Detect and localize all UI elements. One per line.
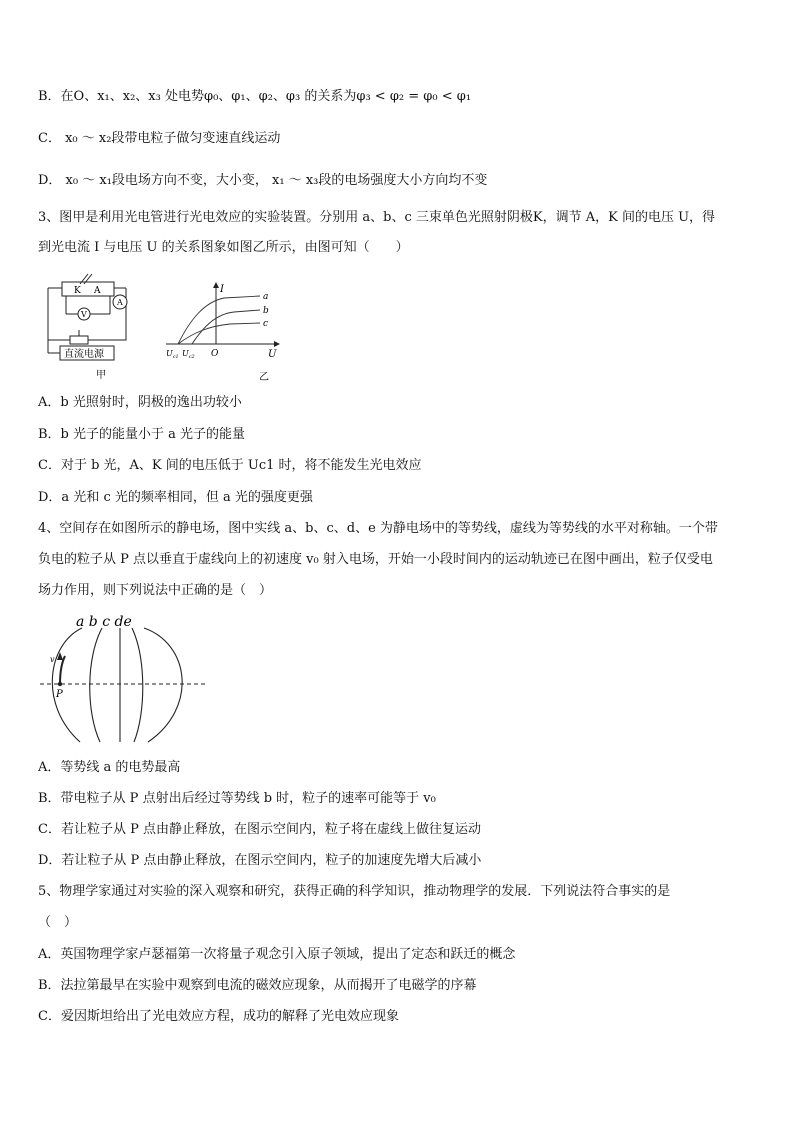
uc2-label: $U_{c2}$ — [182, 349, 195, 360]
q2-option-b: B．在O、x₁、x₂、x₃ 处电势φ₀、φ₁、φ₂、φ₃ 的关系为φ₃ < φ₂ = φ₀ < φ₁ — [38, 89, 472, 104]
q3-option-d: D．a 光和 c 光的频率相同，但 a 光的强度更强 — [38, 490, 313, 505]
curve-b — [192, 310, 260, 344]
origin-label: O — [211, 349, 219, 359]
curve-c-label: c — [263, 319, 269, 329]
q3-stem-line2: 到光电流 I 与电压 U 的关系图象如图乙所示，由图可知（ ） — [38, 240, 409, 255]
q4-figure — [38, 608, 208, 748]
q3-figure-jia — [40, 272, 140, 384]
equipotential-labels: a b c de — [76, 614, 132, 630]
iu-graph — [164, 280, 282, 384]
curve-a — [178, 296, 260, 344]
rheostat-icon — [70, 336, 88, 344]
voltmeter-label: V — [81, 310, 87, 319]
equipotential-d — [132, 628, 143, 742]
q3-option-c: C．对于 b 光，A、K 间的电压低于 Uc1 时，将不能发生光电效应 — [38, 458, 422, 473]
curve-c — [178, 323, 260, 344]
trajectory — [60, 656, 65, 684]
axis-i-label: I — [220, 284, 224, 295]
circuit-diagram — [40, 272, 140, 384]
q3-figure-yi — [164, 280, 282, 384]
q2-option-d: D． x₀ ～ x₁段电场方向不变，大小变， x₁ ～ x₃段的电场强度大小方向均不变 — [38, 173, 488, 188]
ammeter-label: A — [117, 298, 123, 307]
equipotential-a — [52, 628, 82, 742]
curve-a-label: a — [263, 292, 269, 302]
q2-option-c: C． x₀ ～ x₂段带电粒子做匀变速直线运动 — [38, 131, 281, 146]
q4-option-d: D．若让粒子从 P 点由静止释放，在图示空间内，粒子的加速度先增大后减小 — [38, 853, 482, 868]
q5-option-c: C．爱因斯坦给出了光电效应方程，成功的解释了光电效应现象 — [38, 1009, 399, 1024]
q4-stem-line2: 负电的粒子从 P 点以垂直于虚线向上的初速度 v₀ 射入电场，开始一小段时间内的运动轨迹已在图中画出，粒子仅受电 — [38, 552, 713, 567]
equipotential-b — [90, 628, 102, 742]
point-p — [58, 682, 62, 686]
q3-stem-line1: 3、图甲是利用光电管进行光电效应的实验装置。分别用 a、b、c 三束单色光照射阴极K，调节 A，K 间的电压 U，得 — [38, 210, 716, 225]
q4-option-b: B．带电粒子从 P 点射出后经过等势线 b 时，粒子的速率可能等于 v₀ — [38, 791, 436, 806]
q4-stem-line1: 4、空间存在如图所示的静电场，图中实线 a、b、c、d、e 为静电场中的等势线，虚线为等势线的水平对称轴。一个带 — [38, 521, 718, 536]
q5-stem-line2: （ ） — [38, 915, 78, 930]
axis-u-label: U — [268, 349, 277, 360]
velocity-label: v — [50, 655, 55, 664]
label-a: A — [94, 286, 101, 296]
power-label: 直流电源 — [64, 349, 104, 360]
q5-option-b: B．法拉第最早在实验中观察到电流的磁效应现象，从而揭开了电磁学的序幕 — [38, 978, 477, 993]
curve-b-label: b — [263, 306, 269, 316]
uc1-label: $U_{c1}$ — [166, 349, 179, 360]
q5-stem-line1: 5、物理学家通过对实验的深入观察和研究，获得正确的科学知识，推动物理学的发展．下列说法符合事实的是 — [38, 884, 671, 899]
fig-yi-caption: 乙 — [259, 372, 269, 383]
point-p-label: P — [56, 689, 63, 700]
equipotential-diagram — [38, 608, 208, 748]
q4-option-c: C．若让粒子从 P 点由静止释放，在图示空间内，粒子将在虚线上做往复运动 — [38, 822, 481, 837]
equipotential-e — [144, 628, 182, 742]
q3-option-a: A．b 光照射时，阴极的逸出功较小 — [38, 395, 242, 410]
photo-tube — [62, 282, 114, 296]
q4-stem-line3: 场力作用，则下列说法中正确的是（ ） — [38, 583, 273, 598]
label-k: K — [74, 286, 81, 296]
q3-option-b: B．b 光子的能量小于 a 光子的能量 — [38, 427, 246, 442]
q4-option-a: A．等势线 a 的电势最高 — [38, 760, 181, 775]
q5-option-a: A．英国物理学家卢瑟福第一次将量子观念引入原子领域，提出了定态和跃迁的概念 — [38, 947, 516, 962]
fig-jia-caption: 甲 — [96, 370, 106, 381]
